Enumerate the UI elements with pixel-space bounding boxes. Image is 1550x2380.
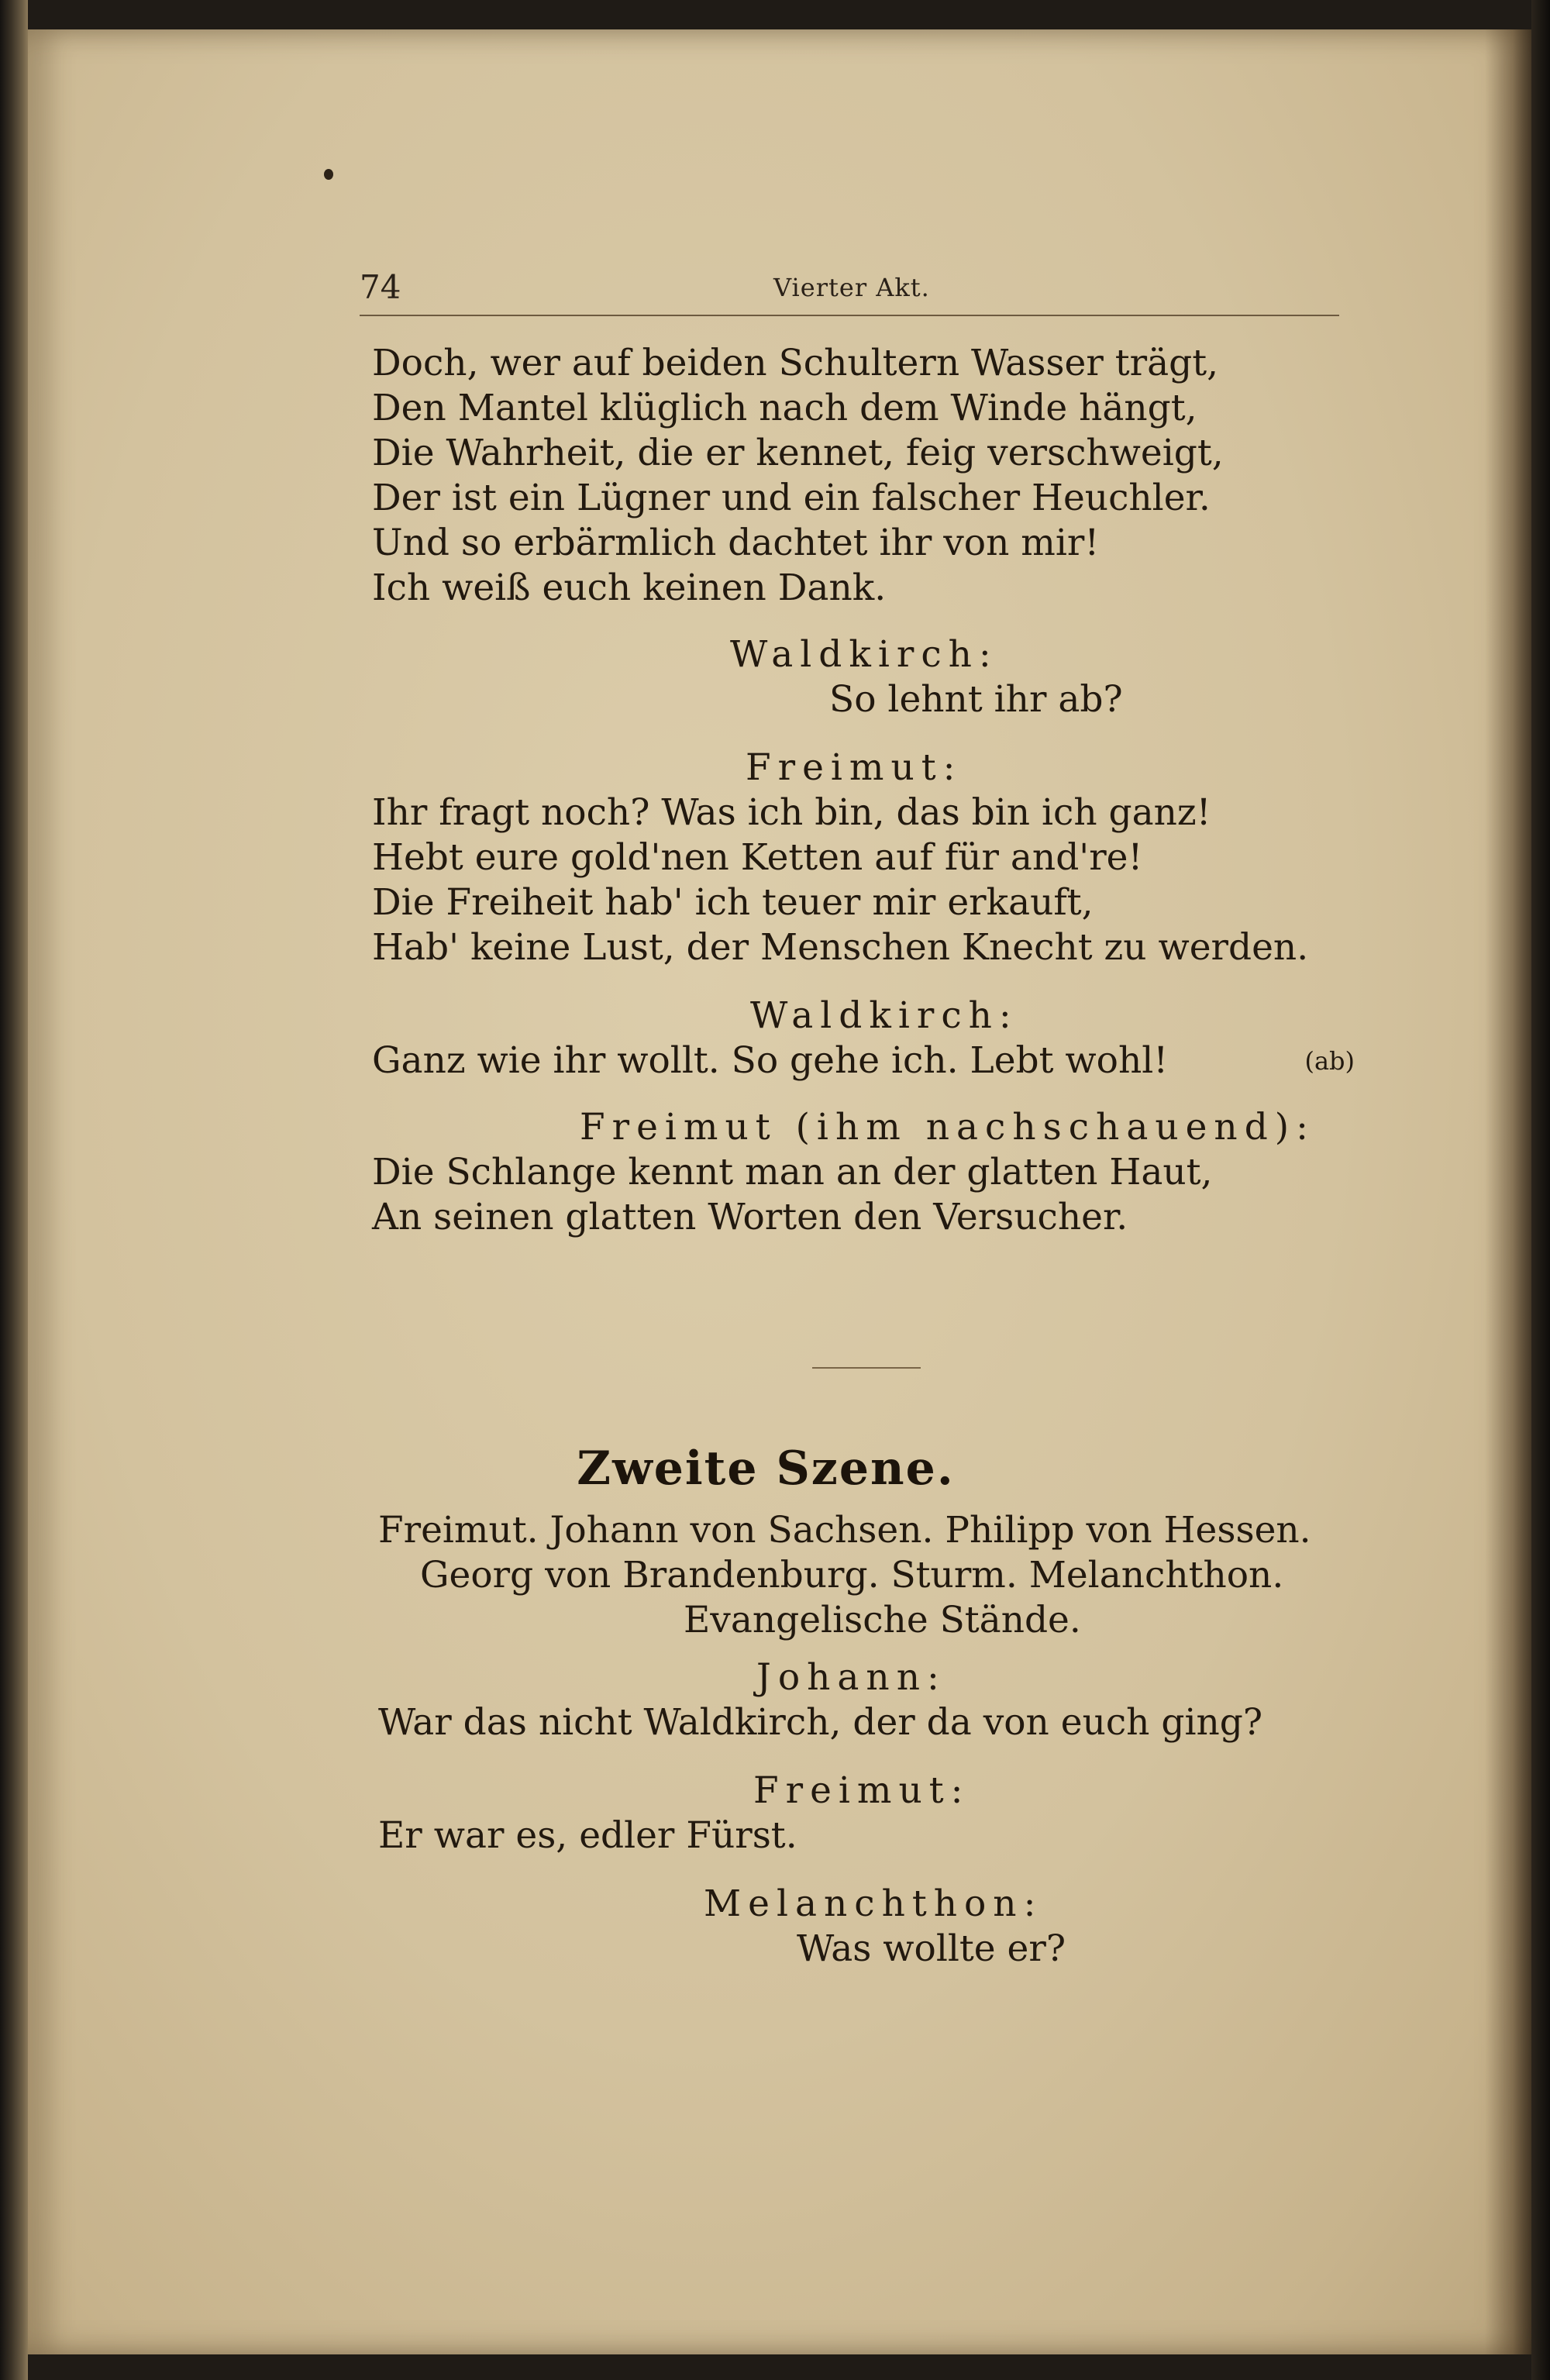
verse-line: So lehnt ihr ab? [829, 678, 1123, 721]
cast-line: Freimut. Johann von Sachsen. Philipp von Hessen. [378, 1509, 1311, 1552]
verse-line: Ich weiß euch keinen Dank. [372, 567, 887, 609]
verse-line: Doch, wer auf beiden Schultern Wasser trägt, [372, 342, 1219, 384]
main-text [372, 341, 1364, 1240]
verse-line: Der ist ein Lügner und ein falscher Heuchler. [372, 477, 1211, 519]
speaker-name: Freimut: [746, 746, 963, 789]
section-divider [812, 1367, 921, 1369]
verse-line: Den Mantel klüglich nach dem Winde hängt, [372, 387, 1197, 429]
scene-dialogue [378, 1655, 1370, 1972]
verse-line: Die Freiheit hab' ich teuer mir erkauft, [372, 881, 1094, 924]
cast-line: Georg von Brandenburg. Sturm. Melanchthon. [420, 1554, 1284, 1596]
cast-line: Evangelische Stände. [684, 1599, 1081, 1641]
page-number: 74 [360, 268, 401, 306]
speaker-name: Johann: [756, 1656, 946, 1699]
verse-line: Hebt eure gold'nen Ketten auf für and're! [372, 836, 1143, 879]
verse-line: Und so erbärmlich dachtet ihr von mir! [372, 522, 1100, 564]
verse-line: War das nicht Waldkirch, der da von euch ging? [378, 1701, 1263, 1744]
book-spine [1531, 0, 1550, 2380]
speaker-name: Freimut: [753, 1769, 970, 1812]
page-header [360, 260, 1339, 316]
ink-spot [324, 169, 333, 180]
verse-line: Hab' keine Lust, der Menschen Knecht zu werden. [372, 926, 1309, 969]
verse-line: Die Schlange kennt man an der glatten Haut, [372, 1151, 1213, 1193]
speaker-name: Melanchthon: [704, 1882, 1043, 1925]
verse-line: Ihr fragt noch? Was ich bin, das bin ich ganz! [372, 791, 1211, 834]
verse-line: Was wollte er? [797, 1927, 1066, 1970]
cast-list [378, 1508, 1370, 1643]
speaker-name: Freimut (ihm nachschauend): [580, 1106, 1315, 1149]
stage-direction: (ab) [1304, 1046, 1355, 1076]
verse-text: Ganz wie ihr wollt. So gehe ich. Lebt wohl! [372, 1039, 1169, 1082]
running-head: Vierter Akt. [773, 273, 930, 302]
verse-line: An seinen glatten Worten den Versucher. [372, 1196, 1128, 1238]
gutter-shadow [1485, 29, 1531, 2354]
scene-title: Zweite Szene. [577, 1441, 955, 1496]
book-edge-left [0, 0, 28, 2380]
speaker-name: Waldkirch: [730, 633, 998, 676]
verse-line: Die Wahrheit, die er kennet, feig verschweigt, [372, 432, 1224, 474]
verse-line: Er war es, edler Fürst. [378, 1814, 797, 1857]
verse-line [372, 1038, 1364, 1083]
speaker-name: Waldkirch: [750, 994, 1018, 1037]
